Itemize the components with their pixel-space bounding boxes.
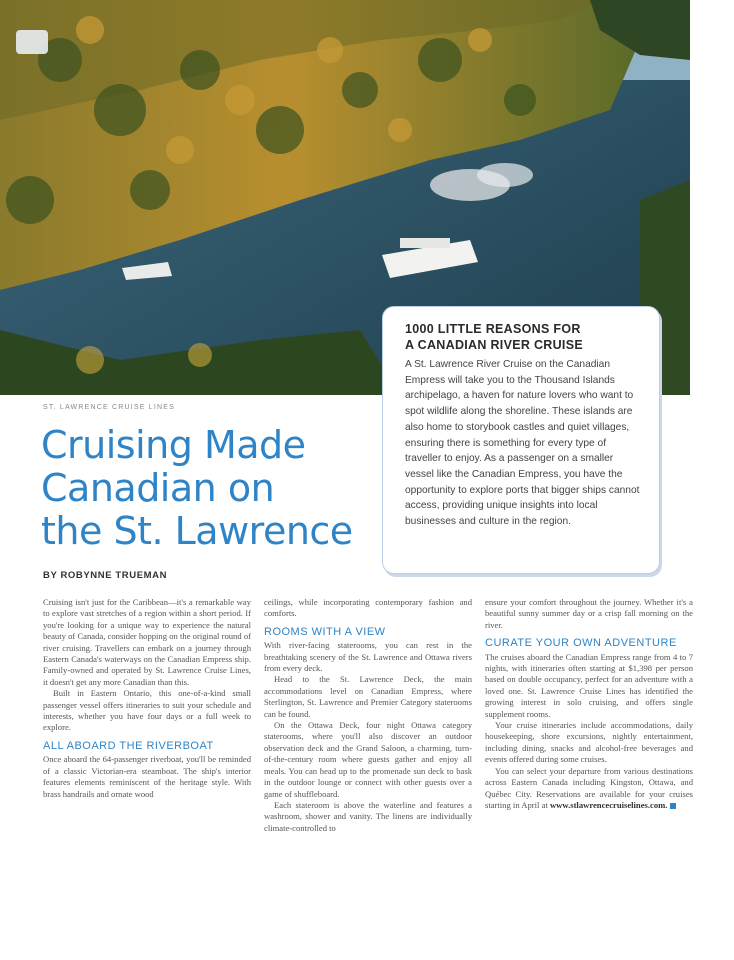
col1-paragraph-2: Built in Eastern Ontario, this one-of-a-kind small passenger vessel offers itineraries to suit your schedule and interests, whether you have four days or a full week to explore. — [43, 688, 251, 733]
section-label: ST. LAWRENCE CRUISE LINES — [43, 404, 176, 411]
col1-paragraph-1: Cruising isn't just for the Caribbean—it's a remarkable way to explore vast stretches of a region within a short period. If you're looking for a unique way to experience the natural beauty of Canada, consider hopping on the original round of river cruising. Travellers can embark on a journey through Eastern Canada's waterways on the Canadian Empress ship. Family-owned and operated by St. Lawrence Cruise Lines, it doesn't get any more Canadian than this. — [43, 597, 251, 687]
sidebar-heading — [405, 321, 643, 353]
byline: BY ROBYNNE TRUEMAN — [43, 570, 168, 581]
article-title — [41, 424, 381, 553]
column-3 — [485, 597, 693, 811]
sidebar-heading-line-1: 1000 LITTLE REASONS FOR — [405, 322, 581, 336]
website-link[interactable]: www.stlawrencecruiselines.com. — [549, 799, 668, 810]
col3-paragraph-4 — [485, 766, 693, 812]
title-line-2: Canadian on — [41, 466, 275, 510]
col1-paragraph-3: Once aboard the 64-passenger riverboat, you'll be reminded of a classic Victorian-era steamboat. The ship's interior features elements reminiscent of the heritage style. With brass handrails and ornate wood — [43, 754, 251, 799]
col2-paragraph-5: Each stateroom is above the waterline and features a washroom, shower and vanity. The linens are individually climate-controlled to — [264, 799, 472, 833]
title-line-1: Cruising Made — [41, 423, 306, 467]
column-1 — [43, 597, 251, 800]
sidebar-body: A St. Lawrence River Cruise on the Canadian Empress will take you to the Thousand Islands archipelago, a haven for nature lovers who want to spot wildlife along the shoreline. These islands are also home to storybook castles and quiet villages, ensuring there is something for every type of traveller to enjoy. As a passenger on a smaller vessel like the Canadian Empress, you have the opportunity to explore ports that bigger ships cannot access, providing unique insights into local businesses and culture in the region. — [405, 359, 640, 528]
end-mark-icon — [670, 803, 676, 809]
col1-subheading: ALL ABOARD THE RIVERBOAT — [43, 739, 214, 752]
column-2 — [264, 597, 472, 834]
maple-leaf-icon — [16, 30, 48, 54]
col2-paragraph-4: On the Ottawa Deck, four night Ottawa category staterooms, where you'll also discover an outdoor observation deck and the Grand Saloon, a charming, turn-of-the-century room where guests gather and enjoy all meals. You can head up to the promenade sun deck to bask in the outdoor lounge or connect with other guests over a game of shuffleboard. — [264, 720, 472, 799]
title-line-3: the St. Lawrence — [41, 509, 353, 553]
col2-subheading: ROOMS WITH A VIEW — [264, 625, 386, 638]
col2-paragraph-3: Head to the St. Lawrence Deck, the main accommodations level on Canadian Empress, where Sterlington, St. Lawrence and Premier Category staterooms can be found. — [264, 674, 472, 719]
col2-paragraph-1: ceilings, while incorporating contemporary fashion and comforts. — [264, 597, 472, 619]
col3-paragraph-1: ensure your comfort throughout the journey. Whether it's a beautiful sunny summer day or a crisp fall morning on the river. — [485, 597, 693, 630]
sidebar-heading-line-2: A CANADIAN RIVER CRUISE — [405, 338, 583, 352]
col3-paragraph-3: Your cruise itineraries include accommodations, daily housekeeping, shore excursions, nightly entertainment, including dining, snacks and alcohol-free beverages and events offered during some cruises. — [485, 720, 693, 765]
sidebar-box — [382, 306, 660, 574]
col3-subheading: CURATE YOUR OWN ADVENTURE — [485, 637, 677, 650]
col3-paragraph-4-text: You can select your departure from various destinations across Eastern Canada including Kingston, Ottawa, and Québec City. Reservations are available for your cruises starting in April at — [485, 765, 693, 810]
col2-paragraph-2: With river-facing staterooms, you can rest in the breathtaking scenery of the St. Lawrence and Ottawa rivers from every deck. — [264, 640, 472, 674]
col3-paragraph-2: The cruises aboard the Canadian Empress range from 4 to 7 nights, with itineraries often starting at $1,398 per person based on double occupancy, perfect for an adventure with a loved one. St. Lawrence Cruise Lines has identified the growing interest in solo cruising, and offers single supplement rooms. — [485, 651, 693, 719]
